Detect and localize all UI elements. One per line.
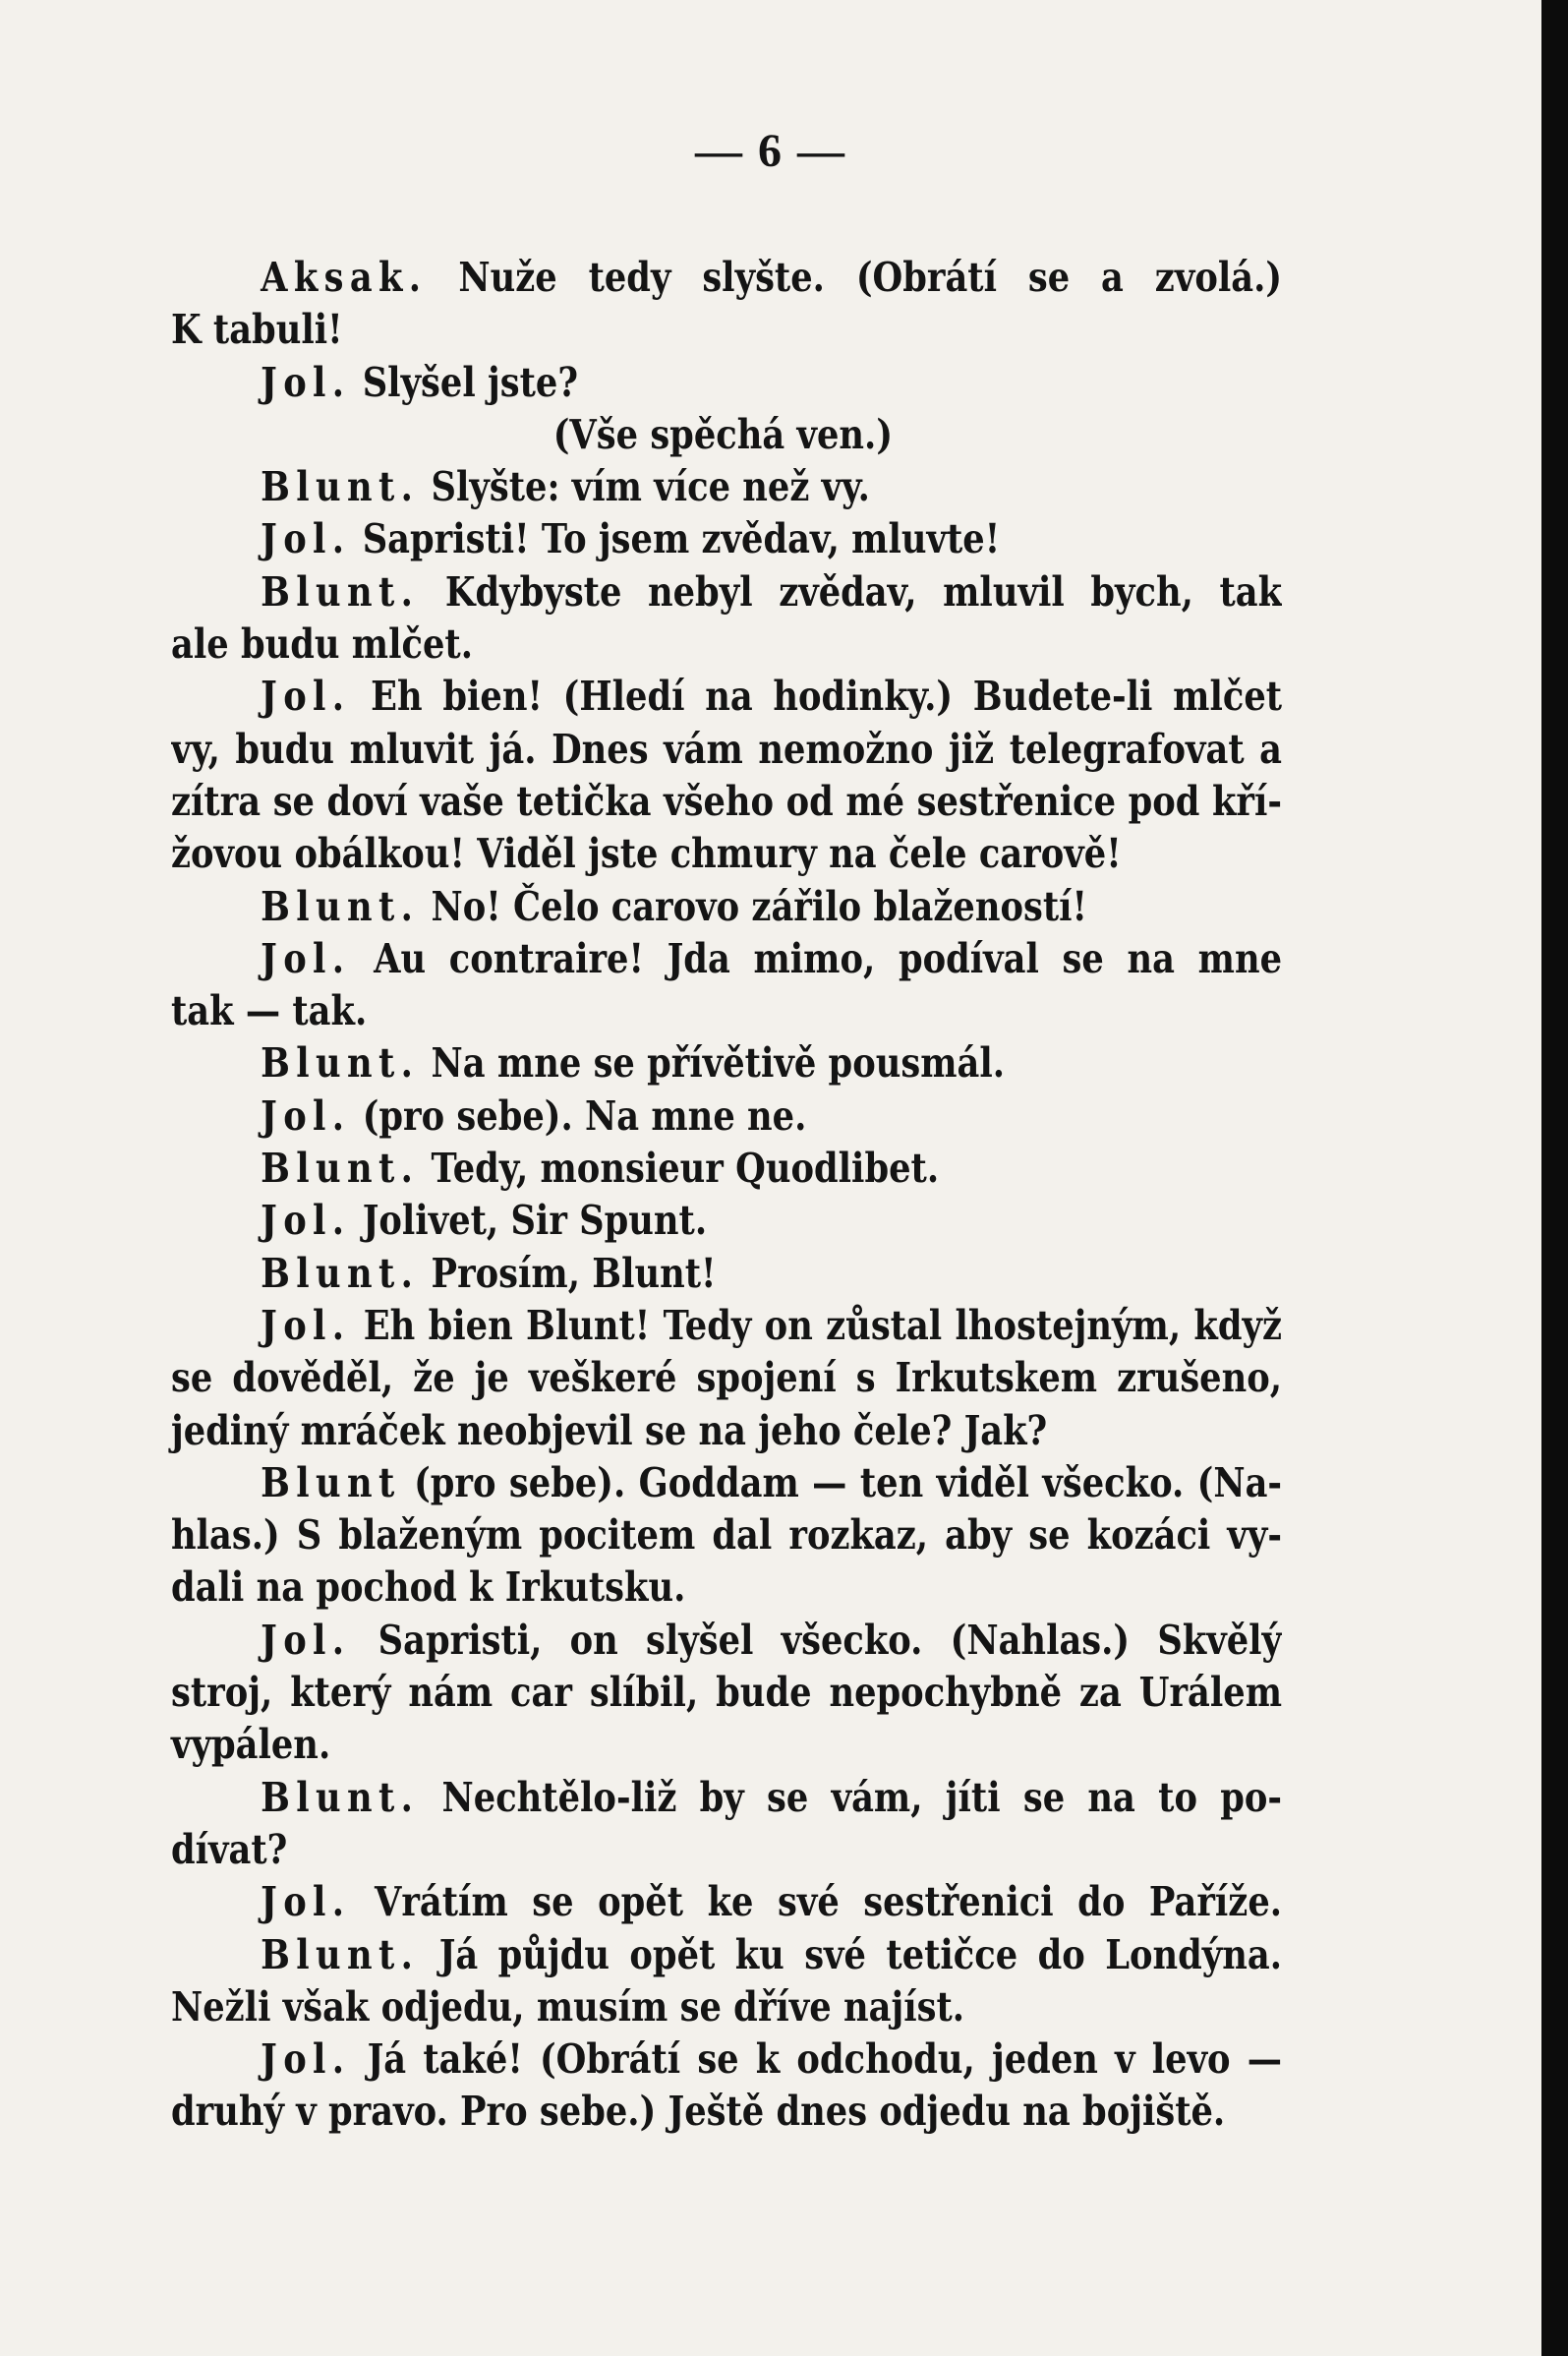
line-text: (pro sebe). Na mne ne.	[362, 1091, 807, 1140]
line-text: žovou obálkou! Viděl jste chmury na čele carově!	[171, 830, 1122, 878]
speaker-name: Blunt.	[261, 882, 420, 930]
line-text: druhý v pravo. Pro sebe.) Ještě dnes odjedu na bojiště.	[171, 2088, 1226, 2136]
text-line	[171, 252, 1282, 304]
text-line	[171, 566, 1282, 618]
text-line	[171, 671, 1282, 723]
line-text: Sapristi! To jsem zvědav, mluvte!	[362, 515, 1001, 563]
line-text: Vrátím se opět ke své sestřenici do Paříže.	[374, 1878, 1283, 1926]
speaker-name: Blunt.	[261, 567, 420, 616]
line-text: Au contraire! Jda mimo, podíval se na mne	[374, 934, 1283, 982]
line-text: K tabuli!	[171, 306, 343, 354]
text-line	[171, 1772, 1282, 1824]
speaker-name: Jol.	[261, 515, 351, 563]
line-text: hlas.) S blaženým pocitem dal rozkaz, aby se kozáci vy-	[171, 1511, 1283, 1560]
speaker-name: Jol.	[261, 1091, 351, 1140]
text-line	[171, 357, 1282, 409]
speaker-name: Jol.	[261, 1616, 351, 1664]
speaker-name: Blunt	[261, 1458, 401, 1506]
text-line	[171, 409, 1282, 461]
speaker-name: Jol.	[261, 673, 351, 721]
speaker-name: Jol.	[261, 1878, 351, 1926]
text-line	[171, 1876, 1282, 1928]
text-line	[171, 1981, 1282, 2033]
line-text: dali na pochod k Irkutsku.	[171, 1563, 686, 1612]
line-text: zítra se doví vaše tetička všeho od mé sestřenice pod kří-	[171, 777, 1283, 825]
text-line	[171, 985, 1282, 1037]
line-text: ale budu mlčet.	[171, 620, 473, 669]
speaker-name: Blunt.	[261, 1249, 420, 1297]
line-text: Nežli však odjedu, musím se dříve najíst.	[171, 1982, 965, 2031]
text-line	[171, 1719, 1282, 1771]
line-text: stroj, který nám car slíbil, bude nepochybně za Urálem	[171, 1669, 1283, 1717]
line-text: dívat?	[171, 1825, 288, 1873]
line-text: Eh bien! (Hledí na hodinky.) Budete-li mlčet	[371, 673, 1283, 721]
text-line	[171, 1300, 1282, 1352]
speaker-name: Blunt.	[261, 463, 420, 511]
text-line	[171, 1929, 1282, 1981]
line-text: Nechtělo-liž by se vám, jíti se na to po-	[441, 1773, 1283, 1821]
text-line	[171, 1195, 1282, 1247]
text-line	[171, 513, 1282, 565]
line-text: (Vše spěchá ven.)	[552, 410, 894, 458]
speaker-name: Jol.	[261, 358, 351, 406]
line-text: tak — tak.	[171, 987, 368, 1035]
speaker-name: Blunt.	[261, 1773, 420, 1821]
text-line	[171, 1037, 1282, 1090]
text-line	[171, 776, 1282, 828]
speaker-name: Jol.	[261, 1301, 351, 1349]
line-text: Tedy, monsieur Quodlibet.	[431, 1145, 940, 1193]
line-text: Slyšel jste?	[362, 358, 579, 406]
text-line	[171, 933, 1282, 985]
line-text: Na mne se přívětivě pousmál.	[431, 1039, 1006, 1088]
line-text: Jolivet, Sir Spunt.	[362, 1197, 708, 1245]
text-line	[171, 1090, 1282, 1143]
speaker-name: Aksak.	[261, 254, 428, 301]
speaker-name: Jol.	[261, 2035, 351, 2084]
dialogue-text	[171, 252, 1282, 2139]
text-line	[171, 1457, 1282, 1509]
line-text: Já půjdu opět ku své tetičce do Londýna.	[438, 1930, 1283, 1978]
page-number: — 6 —	[695, 125, 846, 177]
text-line	[171, 461, 1282, 513]
text-line	[171, 2033, 1282, 2086]
text-line	[171, 1667, 1282, 1719]
text-line	[171, 1561, 1282, 1614]
line-text: Slyšte: vím více než vy.	[431, 463, 870, 511]
text-line	[171, 1509, 1282, 1561]
speaker-name: Jol.	[261, 1197, 351, 1245]
line-text: No! Čelo carovo zářilo blažeností!	[431, 882, 1087, 930]
line-text: jediný mráček neobjevil se na jeho čele? Jak?	[171, 1406, 1048, 1454]
text-line	[171, 2086, 1282, 2138]
line-text: vy, budu mluvit já. Dnes vám nemožno již telegrafovat a	[171, 725, 1283, 773]
text-line	[171, 828, 1282, 880]
text-line	[171, 304, 1282, 356]
text-line	[171, 1824, 1282, 1876]
text-line	[171, 1143, 1282, 1195]
line-text: Kdybyste nebyl zvědav, mluvil bych, tak	[444, 567, 1283, 616]
line-text: (pro sebe). Goddam — ten viděl všecko. (Na-	[414, 1458, 1283, 1506]
speaker-name: Blunt.	[261, 1930, 420, 1978]
speaker-name: Blunt.	[261, 1039, 420, 1088]
text-line	[171, 881, 1282, 933]
line-text: Eh bien Blunt! Tedy on zůstal lhostejným, když	[363, 1301, 1283, 1349]
line-text: Prosím, Blunt!	[431, 1249, 717, 1297]
speaker-name: Jol.	[261, 934, 351, 982]
line-text: Sapristi, on slyšel všecko. (Nahlas.) Skvělý	[377, 1616, 1283, 1664]
line-text: vypálen.	[171, 1721, 331, 1769]
text-line	[171, 1615, 1282, 1667]
line-text: se dověděl, že je veškeré spojení s Irkutskem zrušeno,	[171, 1354, 1283, 1402]
text-line	[171, 1405, 1282, 1457]
text-line	[171, 724, 1282, 776]
speaker-name: Blunt.	[261, 1145, 420, 1193]
line-text: Nuže tedy slyšte. (Obrátí se a zvolá.)	[458, 254, 1283, 301]
text-line	[171, 1352, 1282, 1404]
text-line	[171, 1248, 1282, 1300]
line-text: Já také! (Obrátí se k odchodu, jeden v levo —	[367, 2035, 1283, 2084]
text-line	[171, 618, 1282, 671]
